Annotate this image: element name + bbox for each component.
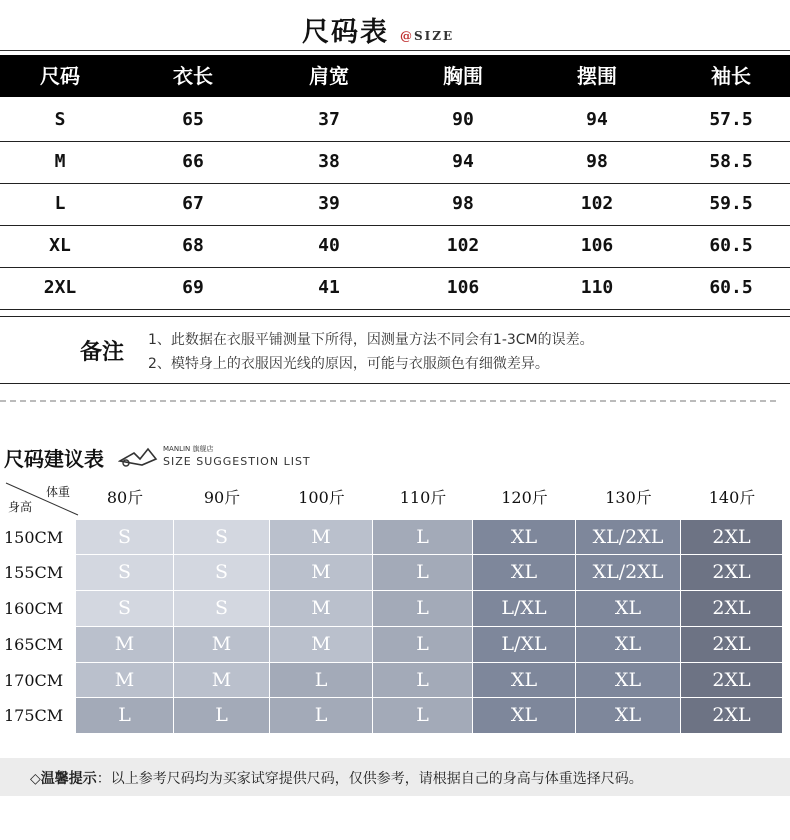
size-suggestion-cell: XL/2XL	[576, 520, 680, 554]
size-suggestion-cell: L/XL	[473, 627, 575, 662]
header-sleeve: 袖长	[711, 64, 751, 88]
table-row	[0, 141, 790, 184]
weight-header: 80斤	[106, 488, 144, 507]
size-suggestion-cell: S	[76, 520, 173, 554]
row-chest: 98	[452, 193, 474, 214]
notes-box	[0, 316, 790, 384]
row-hem: 98	[586, 151, 608, 172]
notes-label: 备注	[80, 340, 125, 365]
row-hem: 110	[580, 277, 614, 298]
size-suggestion-cell: 2XL	[681, 698, 782, 733]
note-line-1: 1、此数据在衣服平铺测量下所得，因测量方法不同会有1-3CM的误差。	[148, 332, 594, 348]
row-size: S	[54, 109, 66, 130]
height-header: 175CM	[4, 706, 64, 725]
size-suggestion-cell: 2XL	[681, 555, 782, 590]
size-suggestion-cell: L/XL	[473, 591, 575, 626]
size-suggestion-cell: M	[76, 663, 173, 697]
size-suggestion-cell: XL	[576, 663, 680, 697]
corner-weight-label: 体重	[45, 485, 70, 499]
size-suggestion-cell: L	[270, 698, 372, 733]
row-sleeve: 59.5	[709, 193, 753, 214]
header-chest: 胸围	[443, 64, 483, 88]
weight-header: 110斤	[399, 488, 447, 507]
size-suggestion-cell: M	[174, 627, 269, 662]
table-row	[0, 225, 790, 268]
size-suggestion-cell: 2XL	[681, 627, 782, 662]
size-suggestion-cell: M	[270, 591, 372, 626]
row-sleeve: 60.5	[709, 235, 753, 256]
row-chest: 94	[452, 151, 474, 172]
size-suggestion-cell: S	[174, 555, 269, 590]
tip-footer	[0, 758, 790, 796]
title-divider	[0, 50, 790, 51]
row-length: 69	[182, 277, 204, 298]
size-suggestion-cell: XL	[473, 663, 575, 697]
size-suggestion-cell: XL/2XL	[576, 555, 680, 590]
row-shoulder: 39	[318, 193, 340, 214]
height-header: 165CM	[4, 635, 64, 654]
size-suggestion-cell: S	[76, 591, 173, 626]
size-suggestion-cell: L	[76, 698, 173, 733]
height-header: 170CM	[4, 671, 64, 690]
size-suggestion-cell: XL	[576, 698, 680, 733]
size-suggestion-cell: M	[270, 555, 372, 590]
row-sleeve: 58.5	[709, 151, 753, 172]
row-shoulder: 37	[318, 109, 340, 130]
scissors-logo-icon	[118, 443, 160, 469]
note-line-2: 2、模特身上的衣服因光线的原因，可能与衣服颜色有细微差异。	[148, 356, 549, 372]
size-suggestion-cell: S	[174, 520, 269, 554]
corner-header	[4, 481, 80, 517]
table-row	[0, 99, 790, 142]
size-suggestion-cell: XL	[576, 591, 680, 626]
header-shoulder: 肩宽	[309, 64, 349, 88]
row-sleeve: 57.5	[709, 109, 753, 130]
size-suggestion-cell: M	[76, 627, 173, 662]
tip-text: ◇温馨提示：以上参考尺码均为买家试穿提供尺码，仅供参考，请根据自己的身高与体重选择尺码。	[30, 771, 643, 787]
row-chest: 106	[446, 277, 480, 298]
title-english: @SIZE	[400, 29, 455, 43]
table-row	[0, 267, 790, 310]
row-length: 66	[182, 151, 204, 172]
table-row	[0, 183, 790, 226]
weight-header: 90斤	[203, 488, 241, 507]
row-length: 67	[182, 193, 204, 214]
weight-header: 100斤	[298, 488, 345, 507]
row-length: 68	[182, 235, 204, 256]
size-chart-title	[0, 8, 790, 48]
row-hem: 94	[586, 109, 608, 130]
header-length: 衣长	[173, 64, 213, 88]
size-suggestion-cell: 2XL	[681, 520, 782, 554]
row-size: M	[54, 151, 66, 172]
corner-height-label: 身高	[8, 500, 33, 514]
header-hem: 摆围	[577, 64, 617, 88]
size-suggestion-cell: L	[373, 663, 472, 697]
row-chest: 102	[446, 235, 480, 256]
size-suggestion-cell: 2XL	[681, 663, 782, 697]
weight-header: 140斤	[708, 488, 756, 507]
row-length: 65	[182, 109, 204, 130]
height-header: 155CM	[4, 563, 64, 582]
size-suggestion-cell: M	[174, 663, 269, 697]
weight-header: 120斤	[501, 488, 548, 507]
size-suggestion-cell: L	[373, 627, 472, 662]
height-header: 160CM	[4, 599, 64, 618]
size-suggestion-cell: XL	[576, 627, 680, 662]
row-hem: 102	[580, 193, 614, 214]
header-size: 尺码	[40, 64, 80, 88]
size-suggestion-cell: L	[270, 663, 372, 697]
row-size: L	[54, 193, 66, 214]
size-suggestion-cell: XL	[473, 555, 575, 590]
size-suggestion-cell: S	[174, 591, 269, 626]
row-sleeve: 60.5	[709, 277, 753, 298]
size-suggestion-cell: 2XL	[681, 591, 782, 626]
size-suggestion-cell: L	[174, 698, 269, 733]
size-suggestion-cell: L	[373, 591, 472, 626]
row-hem: 106	[580, 235, 614, 256]
size-suggestion-cell: S	[76, 555, 173, 590]
brand-name: MANLIN 旗舰店	[163, 445, 214, 453]
size-suggestion-cell: M	[270, 627, 372, 662]
size-suggestion-cell: L	[373, 698, 472, 733]
size-suggestion-cell: L	[373, 520, 472, 554]
size-suggestion-cell: XL	[473, 520, 575, 554]
suggestion-subtitle: SIZE SUGGESTION LIST	[163, 455, 311, 468]
title-chinese: 尺码表	[302, 17, 389, 48]
row-size: XL	[49, 235, 71, 256]
weight-header: 130斤	[605, 488, 652, 507]
height-header: 150CM	[4, 528, 64, 547]
row-shoulder: 40	[318, 235, 340, 256]
row-shoulder: 41	[318, 277, 340, 298]
row-chest: 90	[452, 109, 474, 130]
dashed-divider	[0, 400, 776, 402]
suggestion-title: 尺码建议表	[4, 447, 104, 471]
row-size: 2XL	[43, 277, 77, 298]
size-suggestion-cell: M	[270, 520, 372, 554]
row-shoulder: 38	[318, 151, 340, 172]
size-suggestion-cell: XL	[473, 698, 575, 733]
size-suggestion-cell: L	[373, 555, 472, 590]
size-table-header	[0, 55, 790, 97]
